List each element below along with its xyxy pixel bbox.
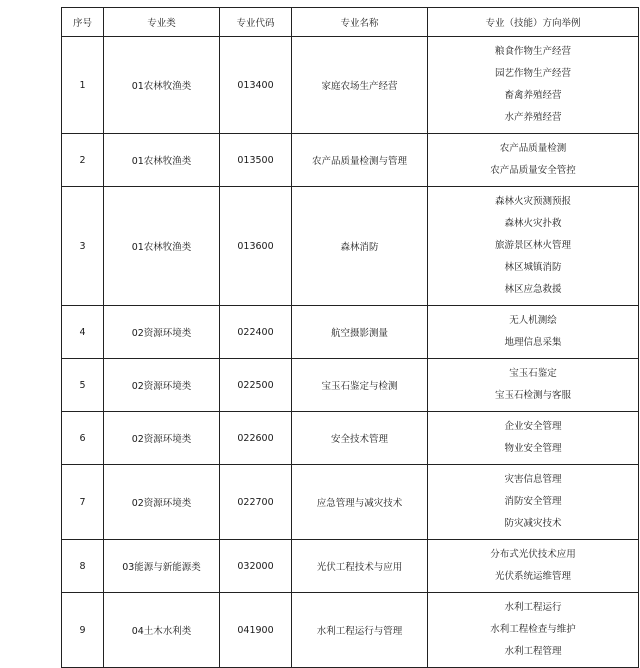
row-number: 9 xyxy=(62,593,104,668)
row-category: 01农林牧渔类 xyxy=(104,134,220,187)
table-row xyxy=(62,540,639,593)
header-major-code: 专业代码 xyxy=(220,8,292,37)
row-number: 8 xyxy=(62,540,104,593)
row-category: 02资源环境类 xyxy=(104,465,220,540)
row-directions xyxy=(428,187,639,306)
direction-item: 光伏系统运维管理 xyxy=(494,571,571,582)
major-catalog-table xyxy=(61,7,639,668)
table-row xyxy=(62,465,639,540)
table-row xyxy=(62,593,639,668)
direction-item: 森林火灾扑救 xyxy=(504,218,562,229)
row-code: 013400 xyxy=(220,37,292,134)
row-number: 2 xyxy=(62,134,104,187)
table-row xyxy=(62,187,639,306)
header-serial-number: 序号 xyxy=(62,8,104,37)
row-code: 022700 xyxy=(220,465,292,540)
direction-item: 企业安全管理 xyxy=(504,421,562,432)
direction-item: 水利工程运行 xyxy=(504,602,562,613)
row-directions xyxy=(428,134,639,187)
table-row xyxy=(62,412,639,465)
row-code: 032000 xyxy=(220,540,292,593)
direction-item: 园艺作物生产经营 xyxy=(494,68,571,79)
table-row xyxy=(62,359,639,412)
row-number: 1 xyxy=(62,37,104,134)
direction-item: 森林火灾预测预报 xyxy=(494,196,571,207)
direction-item: 农产品质量安全管控 xyxy=(490,165,576,176)
table-header-row xyxy=(62,8,639,37)
row-code: 022600 xyxy=(220,412,292,465)
row-code: 022400 xyxy=(220,306,292,359)
direction-item: 水利工程管理 xyxy=(504,646,562,657)
row-number: 7 xyxy=(62,465,104,540)
direction-item: 宝玉石鉴定 xyxy=(509,368,557,379)
direction-item: 地理信息采集 xyxy=(504,337,562,348)
direction-item: 灾害信息管理 xyxy=(504,474,562,485)
direction-item: 宝玉石检测与客服 xyxy=(494,390,571,401)
row-name: 光伏工程技术与应用 xyxy=(292,540,428,593)
row-directions xyxy=(428,593,639,668)
row-directions xyxy=(428,37,639,134)
direction-item: 无人机测绘 xyxy=(509,315,557,326)
header-major-name: 专业名称 xyxy=(292,8,428,37)
header-directions: 专业（技能）方向举例 xyxy=(428,8,639,37)
row-directions xyxy=(428,412,639,465)
direction-item: 粮食作物生产经营 xyxy=(494,46,571,57)
direction-item: 物业安全管理 xyxy=(504,443,562,454)
row-name: 农产品质量检测与管理 xyxy=(292,134,428,187)
row-directions xyxy=(428,465,639,540)
row-name: 安全技术管理 xyxy=(292,412,428,465)
direction-item: 水利工程检查与维护 xyxy=(490,624,576,635)
row-name: 宝玉石鉴定与检测 xyxy=(292,359,428,412)
direction-item: 林区应急救援 xyxy=(504,284,562,295)
row-name: 应急管理与减灾技术 xyxy=(292,465,428,540)
table-row xyxy=(62,134,639,187)
row-name: 家庭农场生产经营 xyxy=(292,37,428,134)
row-category: 01农林牧渔类 xyxy=(104,37,220,134)
direction-item: 旅游景区林火管理 xyxy=(494,240,571,251)
row-name: 森林消防 xyxy=(292,187,428,306)
row-number: 5 xyxy=(62,359,104,412)
row-category: 03能源与新能源类 xyxy=(104,540,220,593)
header-category: 专业类 xyxy=(104,8,220,37)
row-category: 01农林牧渔类 xyxy=(104,187,220,306)
direction-item: 畜禽养殖经营 xyxy=(504,90,562,101)
table-row xyxy=(62,306,639,359)
direction-item: 农产品质量检测 xyxy=(499,143,567,154)
row-directions xyxy=(428,540,639,593)
row-directions xyxy=(428,359,639,412)
row-code: 013600 xyxy=(220,187,292,306)
row-category: 04土木水利类 xyxy=(104,593,220,668)
table-body xyxy=(62,37,639,668)
direction-item: 防灾减灾技术 xyxy=(504,518,562,529)
row-name: 水利工程运行与管理 xyxy=(292,593,428,668)
row-name: 航空摄影测量 xyxy=(292,306,428,359)
direction-item: 林区城镇消防 xyxy=(504,262,562,273)
row-number: 6 xyxy=(62,412,104,465)
row-number: 3 xyxy=(62,187,104,306)
row-number: 4 xyxy=(62,306,104,359)
row-code: 013500 xyxy=(220,134,292,187)
direction-item: 水产养殖经营 xyxy=(504,112,562,123)
row-category: 02资源环境类 xyxy=(104,412,220,465)
row-code: 022500 xyxy=(220,359,292,412)
direction-item: 分布式光伏技术应用 xyxy=(490,549,576,560)
table-row xyxy=(62,37,639,134)
direction-item: 消防安全管理 xyxy=(504,496,562,507)
row-category: 02资源环境类 xyxy=(104,359,220,412)
row-code: 041900 xyxy=(220,593,292,668)
row-directions xyxy=(428,306,639,359)
row-category: 02资源环境类 xyxy=(104,306,220,359)
